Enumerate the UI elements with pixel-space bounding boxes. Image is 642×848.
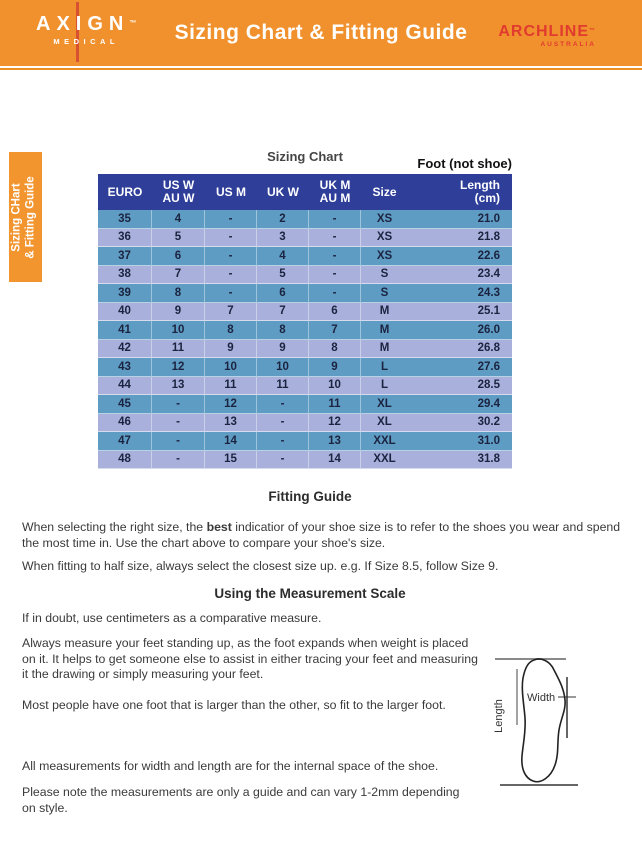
- fitting-guide-paragraph-1: [22, 520, 622, 551]
- table-cell: -: [152, 414, 205, 433]
- table-cell: 7: [152, 266, 205, 285]
- table-cell: 2: [257, 210, 309, 229]
- measurement-paragraph-1: If in doubt, use centimeters as a comparative measure.: [22, 611, 322, 625]
- table-cell: 8: [205, 321, 257, 340]
- paragraph-line: on style.: [22, 800, 68, 815]
- header-banner: [0, 0, 642, 66]
- side-tab-label: [9, 152, 42, 282]
- measurement-paragraph-4: All measurements for width and length are for the internal space of the shoe.: [22, 759, 439, 773]
- table-row: [98, 284, 512, 303]
- table-cell: 26.8: [408, 340, 512, 359]
- table-row: [98, 210, 512, 229]
- column-header-ukw: UK W: [267, 184, 299, 199]
- table-cell: -: [152, 432, 205, 451]
- table-row: [98, 266, 512, 285]
- column-header-ukm-aum: UK M AU M: [319, 178, 351, 205]
- table-cell: -: [205, 247, 257, 266]
- column-header-length: Length (cm): [460, 178, 500, 205]
- table-cell: 8: [257, 321, 309, 340]
- table-cell: XL: [361, 395, 408, 414]
- table-cell: 8: [152, 284, 205, 303]
- table-cell: 25.1: [408, 303, 512, 322]
- table-cell: -: [309, 247, 361, 266]
- table-cell: 36: [98, 229, 152, 248]
- table-cell: 31.8: [408, 451, 512, 470]
- table-row: [98, 247, 512, 266]
- table-cell: L: [361, 358, 408, 377]
- table-cell: 10: [257, 358, 309, 377]
- table-cell: 13: [152, 377, 205, 396]
- table-cell: 38: [98, 266, 152, 285]
- table-cell: -: [309, 210, 361, 229]
- paragraph-line: on it. It helps to get someone else to assist in either tracing your feet and measuring: [22, 651, 478, 666]
- table-cell: 11: [257, 377, 309, 396]
- table-cell: 21.8: [408, 229, 512, 248]
- table-cell: -: [257, 414, 309, 433]
- table-cell: M: [361, 321, 408, 340]
- table-cell: 7: [309, 321, 361, 340]
- table-cell: 24.3: [408, 284, 512, 303]
- table-cell: 27.6: [408, 358, 512, 377]
- table-cell: -: [309, 229, 361, 248]
- table-row: [98, 229, 512, 248]
- table-cell: 4: [257, 247, 309, 266]
- table-cell: 11: [205, 377, 257, 396]
- table-cell: 5: [257, 266, 309, 285]
- width-label: Width: [527, 692, 556, 704]
- sizing-chart-title: Sizing Chart: [267, 149, 343, 164]
- table-cell: 7: [257, 303, 309, 322]
- table-cell: -: [205, 229, 257, 248]
- table-cell: 42: [98, 340, 152, 359]
- paragraph-line: Always measure your feet standing up, as the foot expands when weight is placed: [22, 636, 469, 650]
- fitting-guide-heading: Fitting Guide: [268, 489, 352, 504]
- table-row: [98, 321, 512, 340]
- table-cell: 7: [205, 303, 257, 322]
- table-row: [98, 377, 512, 396]
- table-cell: 11: [309, 395, 361, 414]
- trademark-icon: ™: [589, 28, 596, 34]
- table-cell: 5: [152, 229, 205, 248]
- table-cell: -: [205, 210, 257, 229]
- archline-logo: [498, 23, 596, 48]
- axign-logo-name: AXIGN™: [36, 13, 137, 35]
- table-cell: -: [257, 432, 309, 451]
- column-header-usw-auw: US W AU W: [162, 178, 195, 205]
- table-cell: XS: [361, 247, 408, 266]
- table-cell: 4: [152, 210, 205, 229]
- table-cell: XXL: [361, 451, 408, 470]
- table-cell: XXL: [361, 432, 408, 451]
- measurement-scale-heading: Using the Measurement Scale: [214, 586, 406, 601]
- archline-logo-name: ARCHLINE™: [498, 23, 596, 40]
- table-cell: 9: [205, 340, 257, 359]
- table-cell: 37: [98, 247, 152, 266]
- table-cell: 15: [205, 451, 257, 470]
- foot-not-shoe-label: Foot (not shoe): [417, 156, 512, 171]
- table-cell: 3: [257, 229, 309, 248]
- sizing-table-body: [98, 210, 512, 469]
- table-cell: 44: [98, 377, 152, 396]
- table-cell: -: [309, 266, 361, 285]
- table-cell: 48: [98, 451, 152, 470]
- table-cell: -: [257, 395, 309, 414]
- table-cell: 6: [309, 303, 361, 322]
- table-cell: -: [205, 266, 257, 285]
- table-cell: 28.5: [408, 377, 512, 396]
- paragraph-line: When selecting the right size, the best indicatior of your shoe size is to refer to the shoes you wear and spend: [22, 520, 621, 534]
- table-cell: 23.4: [408, 266, 512, 285]
- table-cell: -: [152, 395, 205, 414]
- table-cell: 9: [257, 340, 309, 359]
- table-cell: 39: [98, 284, 152, 303]
- table-cell: M: [361, 303, 408, 322]
- table-cell: 6: [152, 247, 205, 266]
- table-row: [98, 432, 512, 451]
- fitting-guide-paragraph-2: When fitting to half size, always select the closest size up. e.g. If Size 8.5, follow Size 9.: [22, 559, 499, 573]
- table-cell: 14: [205, 432, 257, 451]
- column-header-usm: US M: [216, 184, 246, 199]
- measurement-paragraph-3: Most people have one foot that is larger than the other, so fit to the larger foot.: [22, 698, 446, 712]
- table-cell: 9: [152, 303, 205, 322]
- table-cell: 9: [309, 358, 361, 377]
- table-cell: XS: [361, 229, 408, 248]
- side-tab-line2: & Fitting Guide: [24, 175, 36, 259]
- measurement-paragraph-5: [22, 785, 502, 816]
- table-cell: 10: [152, 321, 205, 340]
- archline-logo-subtitle: AUSTRALIA: [540, 41, 596, 48]
- table-cell: 41: [98, 321, 152, 340]
- page-title: Sizing Chart & Fitting Guide: [174, 21, 468, 44]
- table-cell: 12: [205, 395, 257, 414]
- table-cell: 40: [98, 303, 152, 322]
- table-header-row: [98, 174, 512, 210]
- table-cell: 45: [98, 395, 152, 414]
- table-cell: 35: [98, 210, 152, 229]
- axign-logo: [36, 13, 136, 46]
- table-cell: 12: [152, 358, 205, 377]
- table-cell: 43: [98, 358, 152, 377]
- table-row: [98, 340, 512, 359]
- side-tab: [9, 152, 42, 282]
- table-cell: S: [361, 284, 408, 303]
- length-label: Length: [493, 699, 505, 733]
- table-cell: 8: [309, 340, 361, 359]
- table-cell: 30.2: [408, 414, 512, 433]
- table-cell: -: [309, 284, 361, 303]
- table-cell: XL: [361, 414, 408, 433]
- table-cell: -: [205, 284, 257, 303]
- table-cell: 10: [205, 358, 257, 377]
- table-cell: S: [361, 266, 408, 285]
- table-cell: 46: [98, 414, 152, 433]
- column-header-euro: EURO: [107, 184, 143, 199]
- trademark-icon: ™: [129, 20, 137, 27]
- table-cell: L: [361, 377, 408, 396]
- table-cell: 13: [205, 414, 257, 433]
- table-cell: 13: [309, 432, 361, 451]
- table-cell: 12: [309, 414, 361, 433]
- table-row: [98, 358, 512, 377]
- paragraph-line: the most time in. Use the chart above to compare your shoe's size.: [22, 535, 386, 550]
- table-row: [98, 395, 512, 414]
- paragraph-line: Please note the measurements are only a guide and can vary 1-2mm depending: [22, 785, 460, 799]
- table-cell: -: [152, 451, 205, 470]
- table-row: [98, 303, 512, 322]
- table-cell: 21.0: [408, 210, 512, 229]
- table-cell: 22.6: [408, 247, 512, 266]
- foot-measurement-diagram: [488, 648, 588, 796]
- column-header-size: Size: [372, 184, 397, 199]
- table-cell: 6: [257, 284, 309, 303]
- header-divider: [0, 68, 642, 70]
- table-row: [98, 414, 512, 433]
- paragraph-line: it the drawing or simply measuring your feet.: [22, 667, 264, 681]
- table-row: [98, 451, 512, 470]
- axign-logo-subtitle: MEDICAL: [53, 37, 119, 46]
- table-cell: 47: [98, 432, 152, 451]
- table-cell: 11: [152, 340, 205, 359]
- table-cell: XS: [361, 210, 408, 229]
- foot-outline: [522, 659, 565, 782]
- table-cell: 14: [309, 451, 361, 470]
- table-cell: 10: [309, 377, 361, 396]
- table-cell: 26.0: [408, 321, 512, 340]
- table-cell: M: [361, 340, 408, 359]
- table-cell: 29.4: [408, 395, 512, 414]
- sizing-chart-table: [98, 174, 512, 469]
- table-cell: 31.0: [408, 432, 512, 451]
- measurement-paragraph-2: [22, 636, 502, 683]
- table-cell: -: [257, 451, 309, 470]
- side-tab-line1: Sizing CHart: [10, 182, 22, 252]
